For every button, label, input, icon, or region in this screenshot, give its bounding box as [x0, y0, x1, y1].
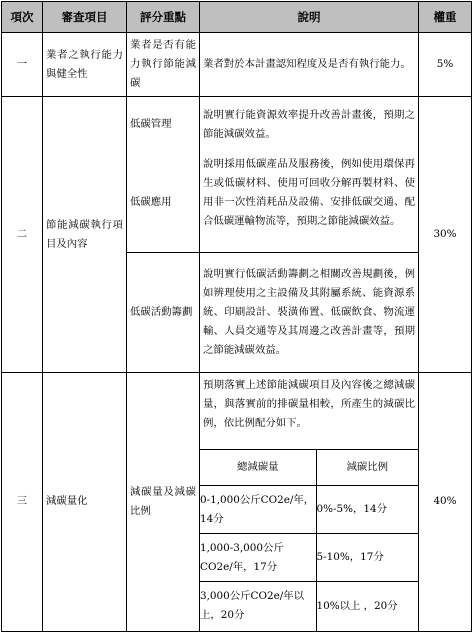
- reduction-ratio: 10%以上 ，20分: [316, 582, 418, 631]
- item-no: 一: [2, 33, 43, 97]
- description: 說明實行能資源效率提升改善計畫後，預期之節能減碳效益。: [200, 97, 419, 153]
- reduction-table: [200, 449, 418, 631]
- reduction-ratio: 5-10%，17分: [316, 534, 418, 582]
- reduction-amount: 0-1,000公斤CO2e/年，14分: [200, 486, 316, 534]
- scoring-focus: 低碳應用: [127, 153, 200, 253]
- description: 說明採用低碳產品及服務後，例如使用環保再生或低碳材料、使用可回收分解再製材料、使用非一次性消耗品及設備、安排低碳交通、配合低碳運輸物流等，預期之節能減碳效益。: [200, 153, 419, 253]
- reduction-amount: 1,000-3,000公斤CO2e/年，17分: [200, 534, 316, 582]
- reduction-row: [200, 582, 418, 631]
- header-scoring-focus: 評分重點: [127, 2, 200, 33]
- quantification-intro: 預期落實上述節能減碳項目及內容後之總減碳量，與落實前的排碳量相較，所產生的減碳比例，依比例配分如下。: [203, 379, 415, 429]
- reduction-row: [200, 486, 418, 534]
- description: 業者對於本計畫認知程度及是否有執行能力。: [200, 33, 419, 97]
- header-description: 說明: [200, 2, 419, 33]
- reduction-header-row: [200, 450, 418, 486]
- weight: 30%: [419, 97, 472, 373]
- reduction-amount: 3,000公斤CO2e/年以上，20分: [200, 582, 316, 631]
- scoring-focus: 低碳管理: [127, 97, 200, 153]
- scoring-focus: 業者是否有能力執行節能減碳: [127, 33, 200, 97]
- table-row: [2, 373, 472, 632]
- reduction-ratio: 0%-5%，14分: [316, 486, 418, 534]
- table-row: [2, 97, 472, 153]
- scoring-table: [1, 1, 472, 632]
- quantification-cell: [200, 373, 419, 632]
- review-item: 節能減碳執行項目及內容: [43, 97, 127, 373]
- header-review-item: 審查項目: [43, 2, 127, 33]
- header-item-no: 項次: [2, 2, 43, 33]
- reduction-col-ratio: 減碳比例: [316, 450, 418, 486]
- table-row: [2, 33, 472, 97]
- header-row: [2, 2, 472, 33]
- item-no: 三: [2, 373, 43, 632]
- review-item: 減碳量化: [43, 373, 127, 632]
- weight: 40%: [419, 373, 472, 632]
- weight: 5%: [419, 33, 472, 97]
- description: 說明實行低碳活動籌劃之相關改善規劃後，例如辨理使用之主設備及其附屬系統、能資源系統、印刷設計、裝潢佈置、低碳飲食、物流運輸、人員交通等及其周邊之改善計畫等，預期之節能減碳效益。: [200, 253, 419, 373]
- header-weight: 權重: [419, 2, 472, 33]
- scoring-focus: 低碳活動籌劃: [127, 253, 200, 373]
- reduction-col-amount: 總減碳量: [200, 450, 316, 486]
- item-no: 二: [2, 97, 43, 373]
- review-item: 業者之執行能力與健全性: [43, 33, 127, 97]
- reduction-row: [200, 534, 418, 582]
- scoring-focus: 減碳量及減碳比例: [127, 373, 200, 632]
